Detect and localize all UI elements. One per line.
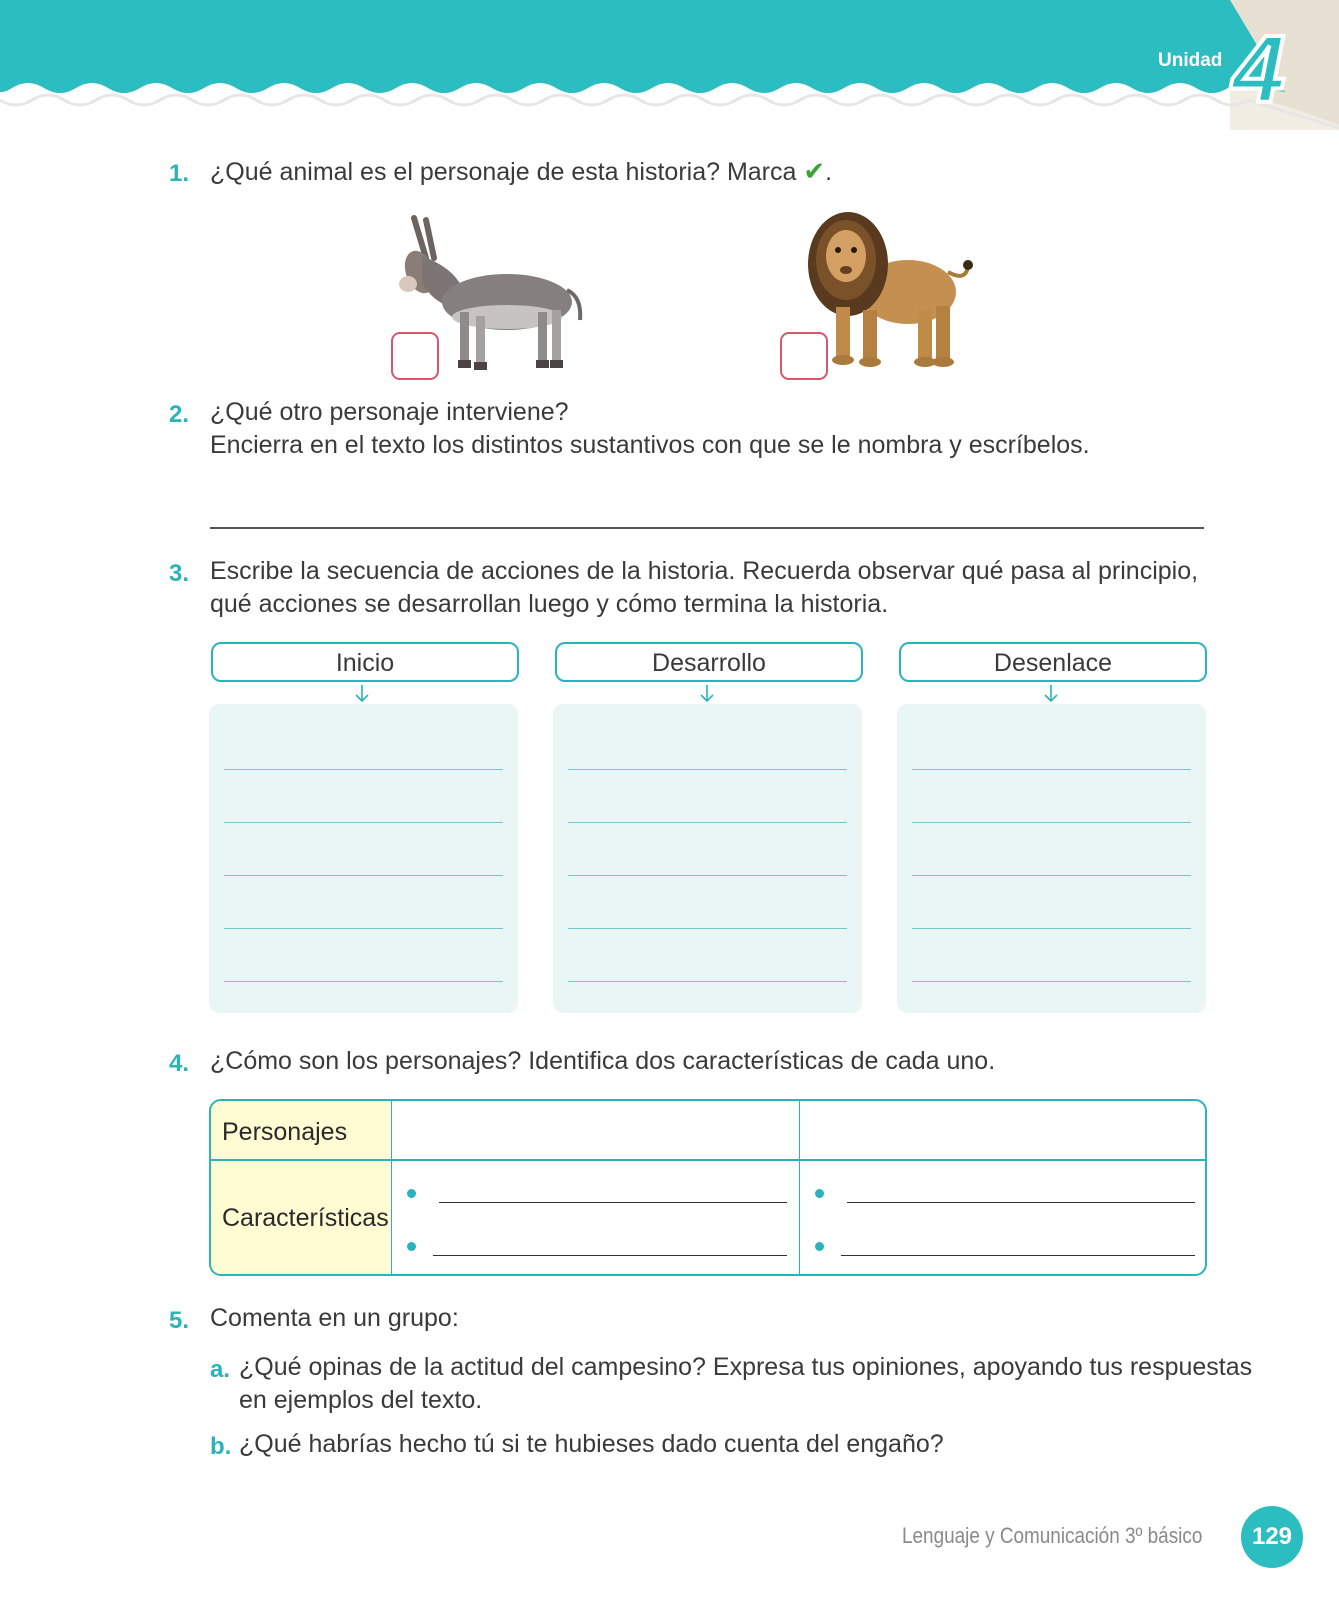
q3-line1: Escribe la secuencia de acciones de la historia. Recuerda observar qué pasa al principio,: [210, 557, 1199, 585]
table-col-divider: [391, 1101, 392, 1274]
q3-line2: qué acciones se desarrollan luego y cómo termina la historia.: [210, 590, 889, 618]
arrow-down-icon: [1043, 684, 1059, 704]
checkmark-icon: ✔: [803, 156, 826, 186]
q1-text: [210, 155, 832, 189]
character-name-cell-1[interactable]: [393, 1103, 797, 1157]
donkey-checkbox[interactable]: [391, 332, 439, 380]
q4-number: 4.: [169, 1050, 190, 1077]
page-number: 129: [1251, 1523, 1293, 1550]
write-line: [912, 928, 1191, 929]
write-line: [568, 822, 847, 823]
unit-number: 4: [1232, 16, 1286, 123]
caracteristicas-label: Características: [211, 1160, 391, 1274]
write-line: [912, 875, 1191, 876]
header-band: [0, 0, 1339, 130]
stage-label-inicio: Inicio: [211, 642, 519, 682]
page-number-badge: [1241, 1506, 1303, 1568]
bullet-icon: [815, 1242, 824, 1251]
table-col-divider: [799, 1101, 800, 1274]
personajes-label: Personajes: [211, 1101, 391, 1159]
q5b-text: ¿Qué habrías hecho tú si te hubieses dado cuenta del engaño?: [239, 1430, 944, 1458]
write-line: [224, 769, 503, 770]
lion-option: [808, 202, 978, 377]
write-line: [568, 928, 847, 929]
q2-line1: ¿Qué otro personaje interviene?: [210, 398, 569, 426]
footer-book-title: Lenguaje y Comunicación 3º básico: [902, 1523, 1203, 1548]
header-wave-shape: [0, 0, 1339, 130]
write-line: [912, 822, 1191, 823]
bullet-icon: [407, 1189, 416, 1198]
write-line: [568, 981, 847, 982]
q5a-letter: a.: [210, 1356, 231, 1383]
bullet-icon: [815, 1189, 824, 1198]
stage-box-desenlace[interactable]: [897, 704, 1206, 1013]
write-line: [568, 769, 847, 770]
q5a-line1: ¿Qué opinas de la actitud del campesino? Expresa tus opiniones, apoyando tus respuestas: [239, 1353, 1253, 1381]
q2-line2: Encierra en el texto los distintos sustantivos con que se le nombra y escríbelos.: [210, 431, 1090, 459]
lion-checkbox[interactable]: [780, 332, 828, 380]
arrow-down-icon: [354, 684, 370, 704]
q1-number: 1.: [169, 160, 190, 187]
trait-line[interactable]: [433, 1255, 787, 1256]
q3-number: 3.: [169, 560, 190, 587]
stage-box-desarrollo[interactable]: [553, 704, 862, 1013]
arrow-down-icon: [699, 684, 715, 704]
write-line: [224, 928, 503, 929]
write-line: [224, 875, 503, 876]
q2-number: 2.: [169, 401, 190, 428]
q5-number: 5.: [169, 1307, 190, 1334]
trait-line[interactable]: [847, 1202, 1195, 1203]
stage-box-inicio[interactable]: [209, 704, 518, 1013]
write-line: [912, 769, 1191, 770]
lion-icon: [808, 202, 978, 377]
q5a-line2: en ejemplos del texto.: [239, 1386, 483, 1414]
unit-label: Unidad: [1158, 50, 1223, 71]
write-line: [912, 981, 1191, 982]
q1-period: .: [825, 158, 833, 186]
q1-question: ¿Qué animal es el personaje de esta historia? Marca: [210, 158, 797, 186]
q5b-letter: b.: [210, 1433, 232, 1460]
q4-text: ¿Cómo son los personajes? Identifica dos características de cada uno.: [210, 1047, 996, 1075]
table-row-divider: [211, 1159, 1205, 1161]
stage-label-desarrollo: Desarrollo: [555, 642, 863, 682]
character-name-cell-2[interactable]: [801, 1103, 1201, 1157]
characters-table: [209, 1099, 1207, 1276]
trait-line[interactable]: [439, 1202, 787, 1203]
write-line: [568, 875, 847, 876]
trait-line[interactable]: [841, 1255, 1195, 1256]
write-line: [224, 822, 503, 823]
write-line: [224, 981, 503, 982]
stage-label-desenlace: Desenlace: [899, 642, 1207, 682]
q5-text: Comenta en un grupo:: [210, 1304, 459, 1332]
bullet-icon: [407, 1242, 416, 1251]
q2-answer-line[interactable]: [210, 527, 1204, 529]
